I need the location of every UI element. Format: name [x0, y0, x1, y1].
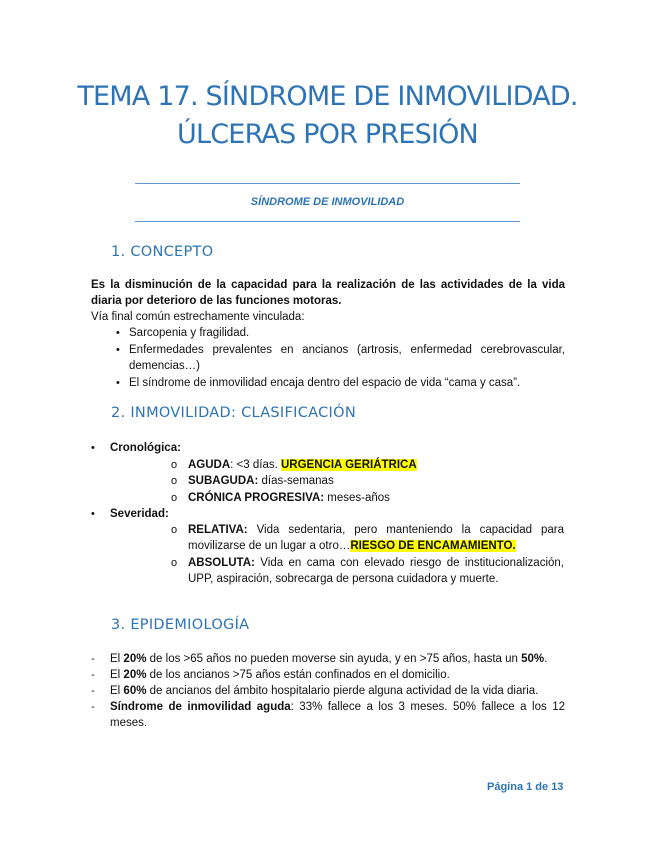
urgencia-highlight: URGENCIA GERIÁTRICA	[281, 459, 417, 471]
bullet-dot-icon: •	[116, 377, 120, 389]
bullet-dot-icon: •	[116, 327, 120, 339]
cronologica-label: Cronológica:	[110, 442, 181, 454]
top-rule	[135, 183, 520, 184]
epi-item-3: El 60% de ancianos del ámbito hospitalario pierde alguna actividad de la vida diaria.	[110, 685, 539, 697]
concepto-item: Sarcopenia y fragilidad.	[129, 327, 250, 339]
bullet-dot-icon: •	[91, 508, 95, 520]
page-title-line2: ÚLCERAS POR PRESIÓN	[177, 119, 478, 150]
bullet-dot-icon: •	[91, 442, 95, 454]
circle-bullet-icon: o	[171, 475, 178, 487]
epi-item-4: Síndrome de inmovilidad aguda: 33% fallece a los 3 meses. 50% fallece a los 12 meses.	[110, 701, 565, 729]
epi-item-2: El 20% de los ancianos >75 años están confinados en el domicilio.	[110, 669, 450, 681]
page-number: Página 1 de 13	[487, 781, 564, 793]
epi-item-1: El 20% de los >65 años no pueden moverse sin ayuda, y en >75 años, hasta un 50%.	[110, 653, 548, 665]
dash-bullet-icon: -	[91, 669, 95, 681]
cronologica-aguda: AGUDA: <3 días. URGENCIA GERIÁTRICA	[188, 459, 417, 471]
bottom-rule	[135, 221, 520, 222]
severidad-label: Severidad:	[110, 508, 169, 520]
circle-bullet-icon: o	[171, 459, 178, 471]
page-title-line1: TEMA 17. SÍNDROME DE INMOVILIDAD.	[77, 81, 578, 112]
circle-bullet-icon: o	[171, 524, 178, 536]
circle-bullet-icon: o	[171, 557, 178, 569]
heading-clasificacion: 2. INMOVILIDAD: CLASIFICACIÓN	[111, 405, 356, 421]
dash-bullet-icon: -	[91, 701, 95, 713]
section-subtitle: SÍNDROME DE INMOVILIDAD	[250, 196, 405, 208]
heading-concepto: 1. CONCEPTO	[111, 244, 214, 260]
concepto-definition: Es la disminución de la capacidad para la realización de las actividades de la vida diaria por deterioro de las funciones motoras.	[91, 279, 565, 307]
cronologica-subaguda: SUBAGUDA: días-semanas	[188, 475, 334, 487]
dash-bullet-icon: -	[91, 653, 95, 665]
severidad-absoluta: ABSOLUTA: Vida en cama con elevado riesgo de institucionalización, UPP, aspiración, sobrecarga de persona cuidadora y muerte.	[188, 557, 564, 585]
concepto-item: Enfermedades prevalentes en ancianos (artrosis, enfermedad cerebrovascular, demencias…)	[129, 344, 565, 372]
concepto-intro: Vía final común estrechamente vinculada:	[91, 311, 305, 323]
severidad-relativa: RELATIVA: Vida sedentaria, pero manteniendo la capacidad para movilizarse de un lugar a otro…RIESGO DE ENCAMAMIENTO.	[188, 524, 564, 552]
cronologica-cronica: CRÓNICA PROGRESIVA: meses-años	[188, 492, 390, 504]
circle-bullet-icon: o	[171, 492, 178, 504]
heading-epidemiologia: 3. EPIDEMIOLOGÍA	[111, 617, 250, 633]
bullet-dot-icon: •	[116, 344, 120, 356]
dash-bullet-icon: -	[91, 685, 95, 697]
riesgo-highlight: RIESGO DE ENCAMAMIENTO.	[350, 540, 516, 552]
concepto-item: El síndrome de inmovilidad encaja dentro del espacio de vida “cama y casa”.	[129, 377, 521, 389]
